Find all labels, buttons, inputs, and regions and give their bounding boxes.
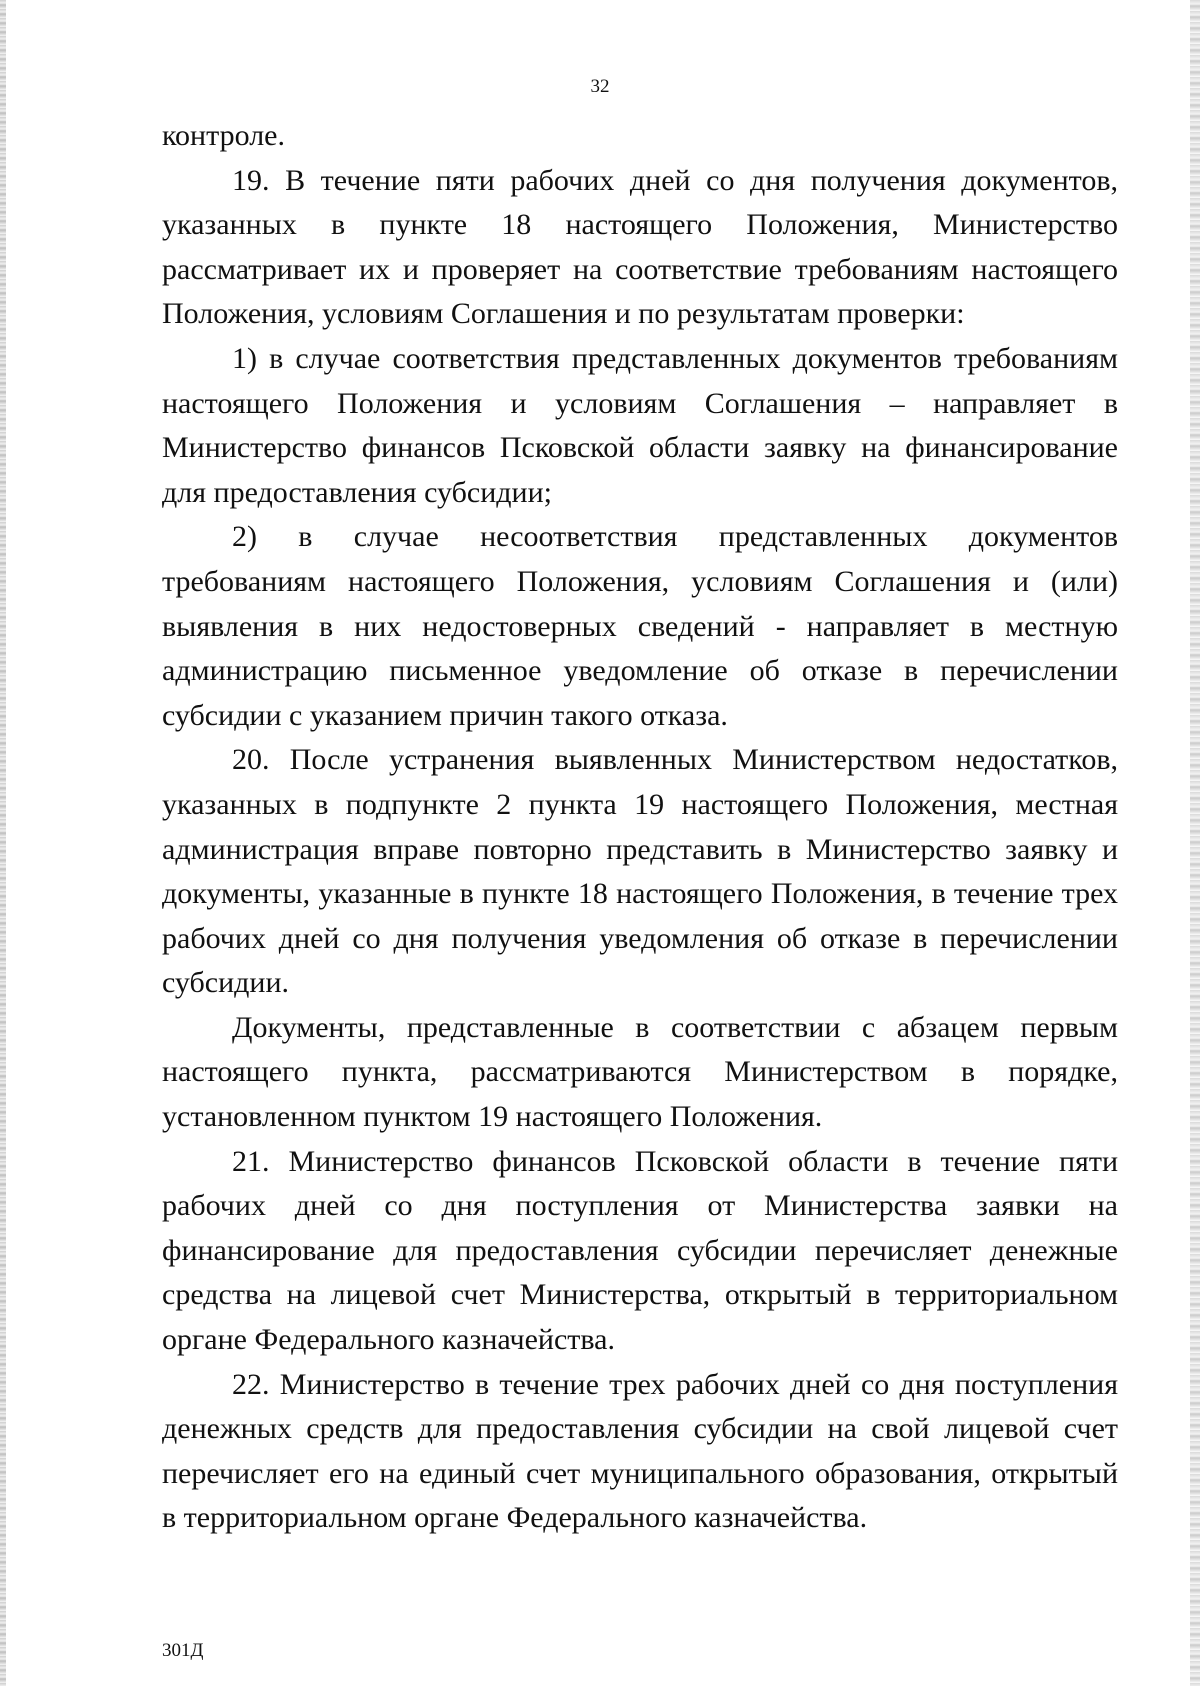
- paragraph-item-22: 22. Министерство в течение трех рабочих дней со дня поступления денежных средств для предоставления субсидии на свой лицевой счет перечисляет его на единый счет муниципального образования, открытый в территориальном органе Федерального казначейства.: [162, 1367, 1118, 1535]
- document-code: 301Д: [162, 1640, 204, 1661]
- document-body: [162, 114, 1118, 1541]
- scan-edge-left: [0, 0, 6, 1686]
- paragraph-subitem-2: 2) в случае несоответствия представленных документов требованиям настоящего Положения, условиям Соглашения и (или) выявления в них недостоверных сведений - направляет в местную администрацию письменное уведомление об отказе в перечислении субсидии с указанием причин такого отказа.: [162, 520, 1118, 732]
- paragraph-item-21: 21. Министерство финансов Псковской области в течение пяти рабочих дней со дня поступления от Министерства заявки на финансирование для предоставления субсидии перечисляет денежные средства на лицевой счет Министерства, открытый в территориальном органе Федерального казначейства.: [162, 1144, 1118, 1357]
- page-number: 32: [590, 76, 610, 97]
- paragraph-subitem-1: 1) в случае соответствия представленных документов требованиям настоящего Положения и условиям Соглашения – направляет в Министерство финансов Псковской области заявку на финансирование для предоставления субсидии;: [162, 341, 1118, 509]
- paragraph-continuation: контроле.: [162, 119, 285, 152]
- scan-edge-right: [1190, 0, 1200, 1686]
- paragraph-item-20: 20. После устранения выявленных Министерством недостатков, указанных в подпункте 2 пункта 19 настоящего Положения, местная администрация вправе повторно представить в Министерство заявку и документы, указанные в пункте 18 настоящего Положения, в течение трех рабочих дней со дня получения уведомления об отказе в перечислении субсидии.: [162, 743, 1118, 1000]
- paragraph-item-19: 19. В течение пяти рабочих дней со дня получения документов, указанных в пункте 18 настоящего Положения, Министерство рассматривает их и проверяет на соответствие требованиям настоящего Положения, условиям Соглашения и по результатам проверки:: [162, 163, 1118, 331]
- paragraph-item-20-second: Документы, представленные в соответствии с абзацем первым настоящего пункта, рассматриваются Министерством в порядке, установленном пунктом 19 настоящего Положения.: [162, 1010, 1118, 1134]
